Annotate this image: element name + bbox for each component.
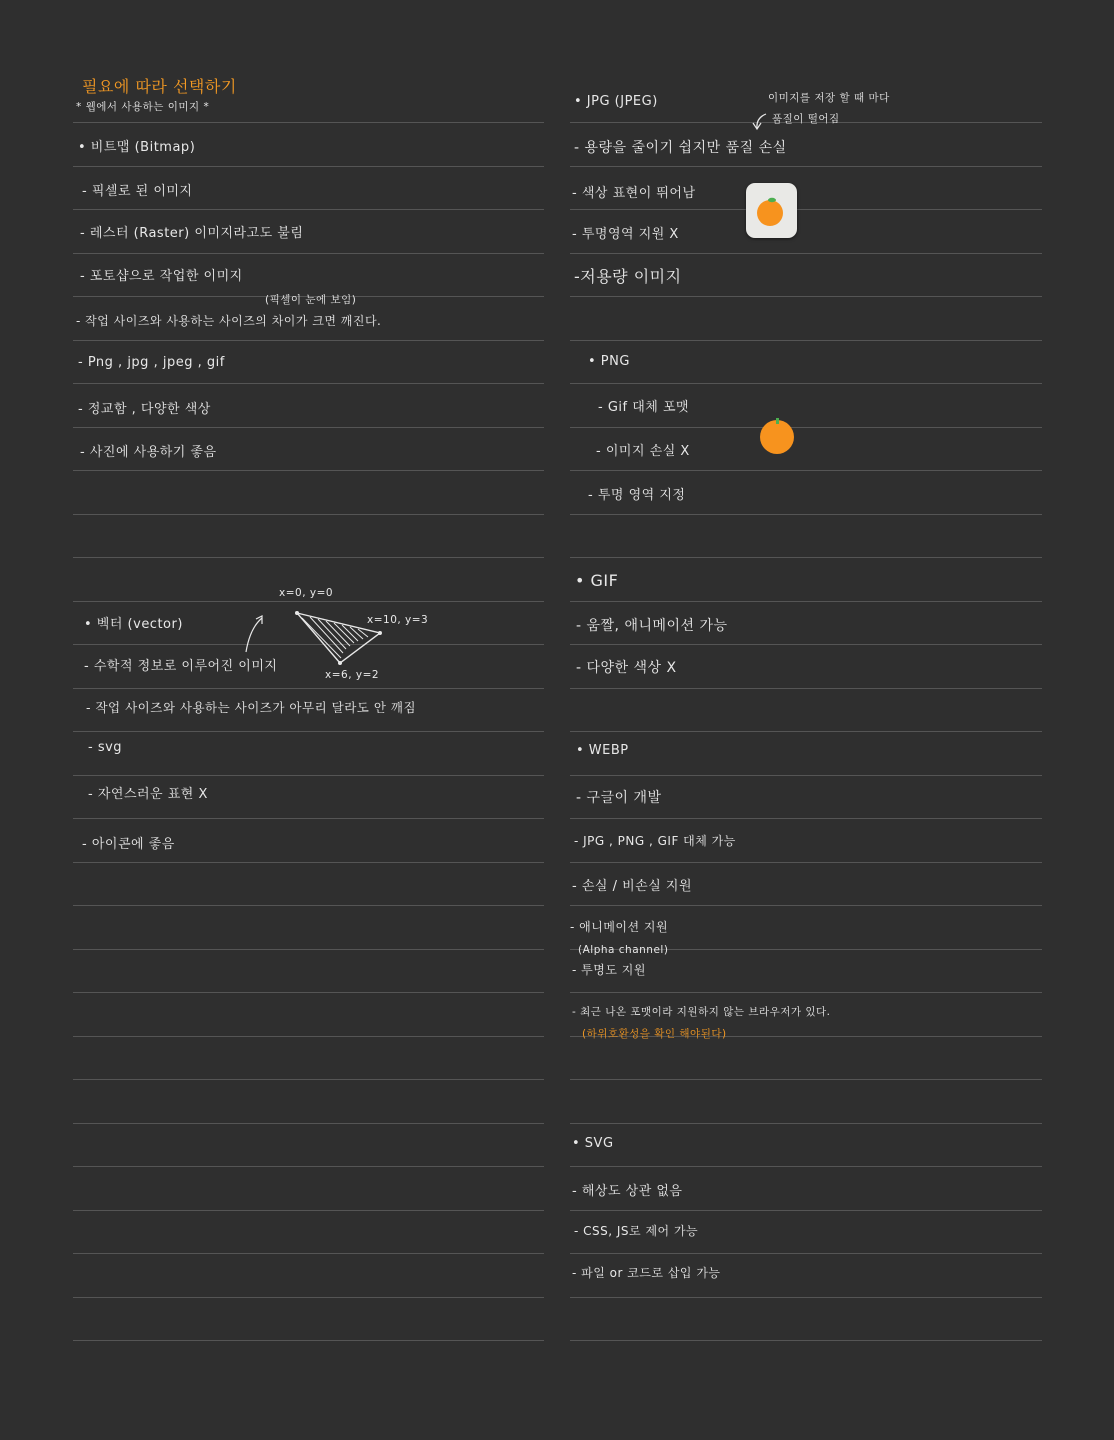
ruled-line <box>570 470 1042 471</box>
vector-item-2: - 작업 사이즈와 사용하는 사이즈가 아무리 달라도 안 깨짐 <box>86 700 417 715</box>
ruled-line <box>570 296 1042 297</box>
jpg-item-1: - 용량을 줄이기 쉽지만 품질 손실 <box>574 140 787 156</box>
ruled-line <box>570 340 1042 341</box>
diagram-label-bottom: x=6, y=2 <box>325 669 380 681</box>
bitmap-item-4: - 작업 사이즈와 사용하는 사이즈의 차이가 크면 깨진다. <box>76 314 382 328</box>
ruled-line <box>570 644 1042 645</box>
ruled-line <box>570 1340 1042 1341</box>
ruled-line <box>570 1297 1042 1298</box>
ruled-line <box>73 905 544 906</box>
ruled-line <box>570 427 1042 428</box>
ruled-line <box>73 514 544 515</box>
ruled-line <box>73 1166 544 1167</box>
ruled-line <box>570 383 1042 384</box>
ruled-line <box>570 818 1042 819</box>
gif-item-2: - 다양한 색상 X <box>576 660 677 676</box>
ruled-line <box>73 775 544 776</box>
ruled-line <box>73 427 544 428</box>
ruled-line <box>570 1253 1042 1254</box>
ruled-line <box>570 775 1042 776</box>
webp-compat-note: (하위호환성을 확인 해야된다) <box>582 1028 727 1040</box>
ruled-line <box>73 383 544 384</box>
ruled-line <box>570 601 1042 602</box>
ruled-line <box>73 731 544 732</box>
ruled-line <box>73 209 544 210</box>
ruled-line <box>73 1123 544 1124</box>
ruled-line <box>73 253 544 254</box>
ruled-line <box>570 905 1042 906</box>
bitmap-note: (픽셀이 눈에 보임) <box>265 294 357 306</box>
jpg-item-3: - 투명영역 지원 X <box>572 227 679 242</box>
ruled-line <box>73 1210 544 1211</box>
page-title: 필요에 따라 선택하기 <box>82 77 237 96</box>
vector-item-4: - 자연스러운 표현 X <box>88 787 208 802</box>
jpg-note-line1: 이미지를 저장 할 때 마다 <box>768 92 890 104</box>
png-item-1: - Gif 대체 포맷 <box>598 400 690 415</box>
ruled-line <box>73 122 544 123</box>
png-item-3: - 투명 영역 지정 <box>588 488 686 503</box>
webp-item-2: - JPG , PNG , GIF 대체 가능 <box>574 834 736 848</box>
tangerine-icon <box>746 183 797 238</box>
ruled-line <box>570 557 1042 558</box>
ruled-line <box>570 1079 1042 1080</box>
vector-item-1: - 수학적 정보로 이루어진 이미지 <box>84 659 278 674</box>
webp-item-1: - 구글이 개발 <box>576 790 662 806</box>
diagram-label-top: x=0, y=0 <box>279 587 334 599</box>
jpg-note-arrow <box>752 108 774 130</box>
ruled-line <box>570 1123 1042 1124</box>
bitmap-item-2: - 레스터 (Raster) 이미지라고도 불림 <box>80 226 304 241</box>
webp-item-4: - 애니메이션 지원 <box>570 920 669 934</box>
vector-heading: • 벡터 (vector) <box>84 617 183 632</box>
svg-heading: • SVG <box>572 1136 614 1151</box>
jpg-item-2: - 색상 표현이 뛰어남 <box>572 186 696 201</box>
ruled-line <box>73 862 544 863</box>
diagram-label-right: x=10, y=3 <box>367 614 429 626</box>
ruled-line <box>73 688 544 689</box>
ruled-line <box>570 992 1042 993</box>
ruled-line <box>570 688 1042 689</box>
webp-item-5: - 투명도 지원 <box>572 963 646 977</box>
tangerine-sticker <box>757 416 797 456</box>
ruled-line <box>73 992 544 993</box>
ruled-line <box>570 166 1042 167</box>
ruled-line <box>570 862 1042 863</box>
ruled-line <box>570 209 1042 210</box>
ruled-line <box>73 949 544 950</box>
ruled-line <box>73 470 544 471</box>
ruled-line <box>73 1340 544 1341</box>
ruled-line <box>73 1036 544 1037</box>
png-item-2: - 이미지 손실 X <box>596 444 690 459</box>
ruled-line <box>73 557 544 558</box>
png-heading: • PNG <box>588 354 630 369</box>
bitmap-item-3: - 포토샵으로 작업한 이미지 <box>80 269 243 284</box>
left-column-ruled-lines <box>73 0 544 1440</box>
ruled-line <box>570 514 1042 515</box>
jpg-heading: • JPG (JPEG) <box>574 94 658 109</box>
jpg-note-line2: 품질이 떨어짐 <box>772 113 840 125</box>
page-subtitle: * 웹에서 사용하는 이미지 * <box>76 101 210 113</box>
bitmap-item-6: - 정교함 , 다양한 색상 <box>78 402 211 417</box>
webp-item-3: - 손실 / 비손실 지원 <box>572 879 693 894</box>
bitmap-item-1: - 픽셀로 된 이미지 <box>82 184 193 199</box>
webp-heading: • WEBP <box>576 743 629 758</box>
gif-heading: • GIF <box>575 571 619 590</box>
ruled-line <box>73 1297 544 1298</box>
vector-item-3: - svg <box>88 740 123 755</box>
ruled-line <box>73 340 544 341</box>
bitmap-heading: • 비트맵 (Bitmap) <box>78 140 196 155</box>
jpg-item-4: -저용량 이미지 <box>574 267 682 286</box>
ruled-line <box>570 1166 1042 1167</box>
ruled-line <box>73 166 544 167</box>
bitmap-item-7: - 사진에 사용하기 좋음 <box>80 445 217 460</box>
ruled-line <box>570 253 1042 254</box>
vector-item-5: - 아이콘에 좋음 <box>82 837 175 852</box>
gif-item-1: - 움짤, 애니메이션 가능 <box>576 618 728 634</box>
tangerine-card-sticker <box>746 183 797 238</box>
webp-alpha-note: (Alpha channel) <box>578 944 669 956</box>
ruled-line <box>73 1253 544 1254</box>
ruled-line <box>570 1210 1042 1211</box>
bitmap-item-5: - Png , jpg , jpeg , gif <box>78 355 225 370</box>
ruled-line <box>73 1079 544 1080</box>
ruled-line <box>73 818 544 819</box>
webp-item-6: - 최근 나온 포맷이라 지원하지 않는 브라우저가 있다. <box>572 1006 831 1018</box>
ruled-line <box>570 731 1042 732</box>
